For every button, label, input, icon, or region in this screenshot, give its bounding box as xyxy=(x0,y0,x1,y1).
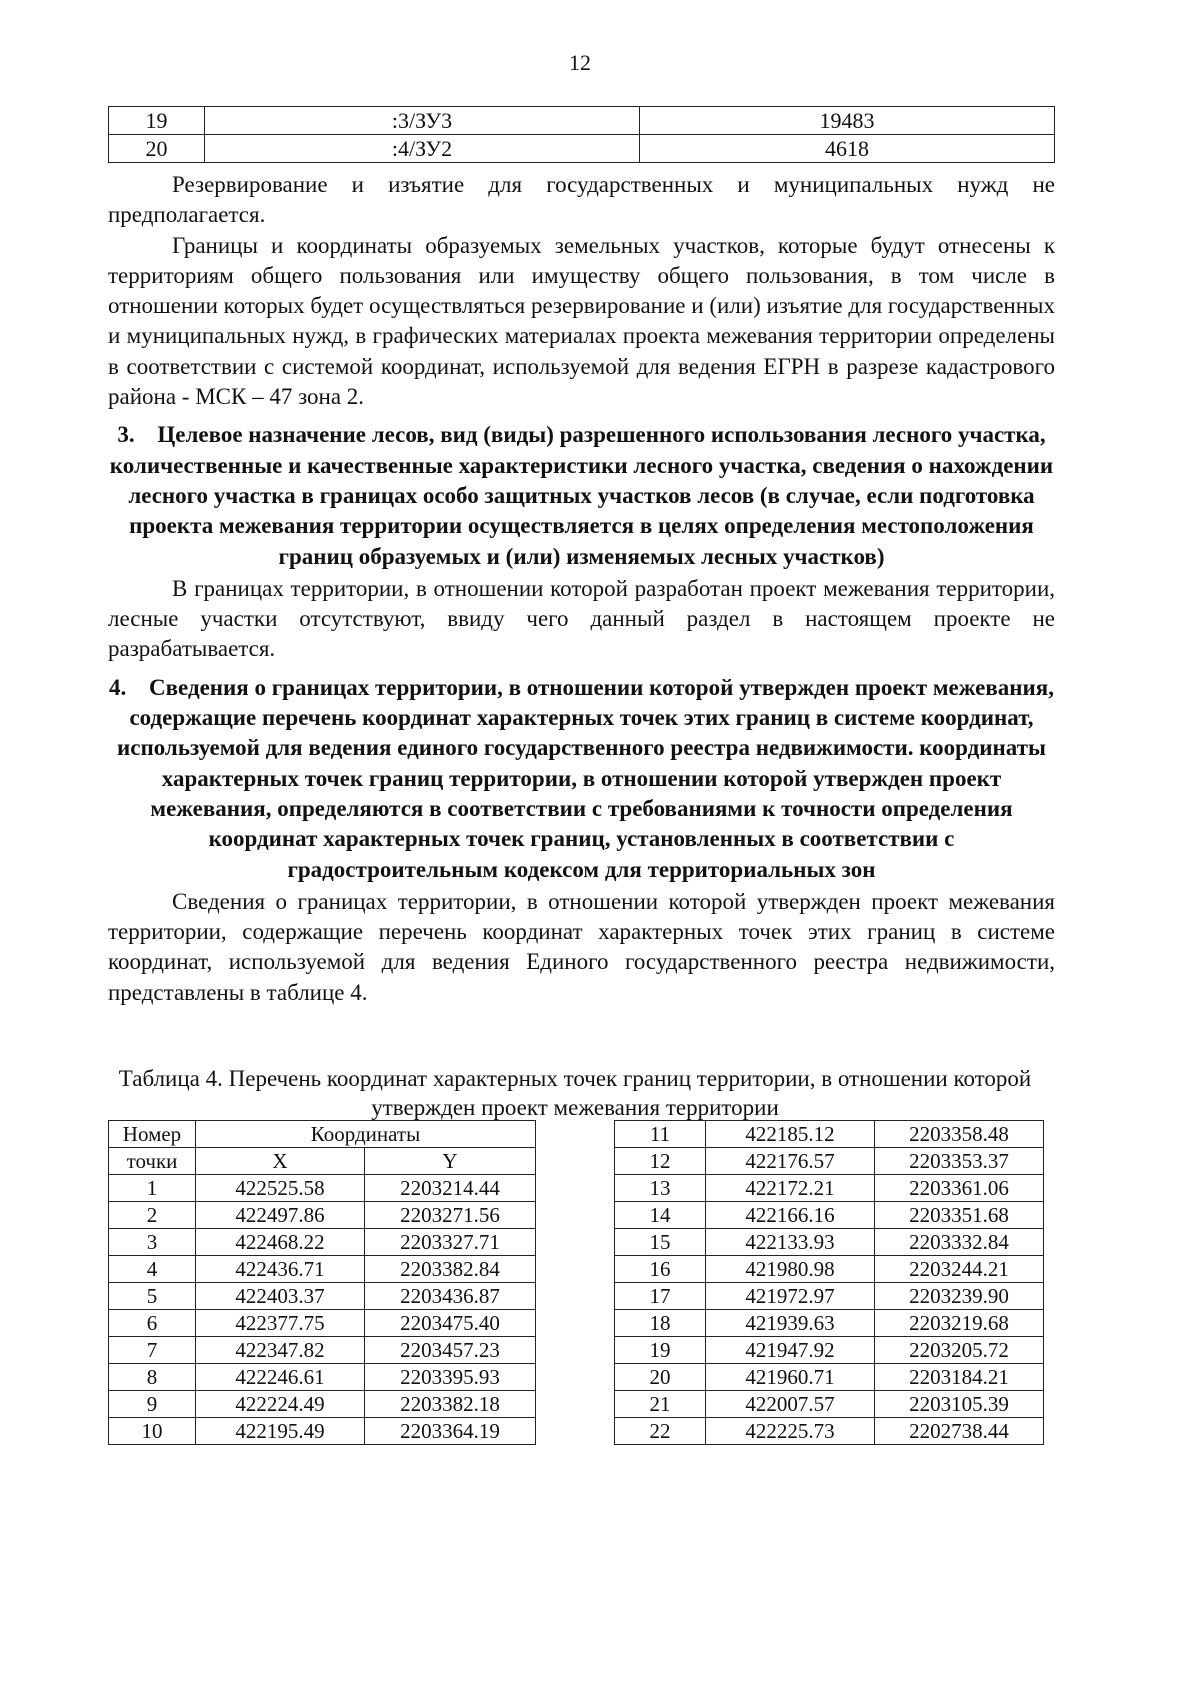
point-number: 20 xyxy=(615,1364,706,1391)
coord-x: 422246.61 xyxy=(196,1364,365,1391)
header-y: Y xyxy=(365,1148,536,1175)
table-row xyxy=(615,1283,1044,1310)
coord-y: 2203358.48 xyxy=(875,1121,1044,1148)
header-x: X xyxy=(196,1148,365,1175)
table-row xyxy=(109,1337,536,1364)
table-row xyxy=(615,1148,1044,1175)
row-number: 19 xyxy=(109,107,205,135)
point-number: 14 xyxy=(615,1202,706,1229)
table-row xyxy=(109,1364,536,1391)
paragraph-forests: В границах территории, в отношении которой разработан проект межевания территории, лесные участки отсутствуют, ввиду чего данный раздел в настоящем проекте не разрабатывается. xyxy=(108,575,1055,662)
coord-x: 421947.92 xyxy=(706,1337,875,1364)
table-row xyxy=(615,1256,1044,1283)
coord-x: 422525.58 xyxy=(196,1175,365,1202)
point-number: 7 xyxy=(109,1337,196,1364)
coord-x: 422133.93 xyxy=(706,1229,875,1256)
parcel-code: :3/ЗУ3 xyxy=(205,107,640,135)
parcel-area: 4618 xyxy=(640,135,1055,163)
coordinates-table-left xyxy=(108,1120,536,1445)
paragraph-reservation: Резервирование и изъятие для государственных и муниципальных нужд не предполагается. xyxy=(108,172,1055,228)
coord-y: 2203457.23 xyxy=(365,1337,536,1364)
point-number: 3 xyxy=(109,1229,196,1256)
coord-x: 422224.49 xyxy=(196,1391,365,1418)
parcel-area: 19483 xyxy=(640,107,1055,135)
page-number: 12 xyxy=(569,50,591,75)
coord-x: 422403.37 xyxy=(196,1283,365,1310)
coord-x: 422007.57 xyxy=(706,1391,875,1418)
table-row xyxy=(109,107,1055,135)
coord-y: 2203364.19 xyxy=(365,1418,536,1445)
coord-y: 2202738.44 xyxy=(875,1418,1044,1445)
section-number: 4. xyxy=(109,674,127,700)
section-3-heading xyxy=(108,420,1055,571)
coord-y: 2203239.90 xyxy=(875,1283,1044,1310)
table-row xyxy=(615,1391,1044,1418)
coord-x: 422225.73 xyxy=(706,1418,875,1445)
coord-y: 2203436.87 xyxy=(365,1283,536,1310)
point-number: 16 xyxy=(615,1256,706,1283)
table-row xyxy=(615,1337,1044,1364)
parcel-code: :4/ЗУ2 xyxy=(205,135,640,163)
coord-x: 422176.57 xyxy=(706,1148,875,1175)
table-row xyxy=(615,1175,1044,1202)
table-row xyxy=(109,1256,536,1283)
coord-y: 2203327.71 xyxy=(365,1229,536,1256)
paragraph-boundaries: Границы и координаты образуемых земельных участков, которые будут отнесены к территориям общего пользования или имуществу общего пользования, в том числе в отношении которых будет осуществляться резервирование и (или) изъятие для государственных и муниципальных нужд, в графических материалах проекта межевания территории определены в соответствии с системой координат, используемой для ведения ЕГРН в разрезе кадастрового района - МСК – 47 зона 2. xyxy=(108,232,1055,410)
coord-x: 422377.75 xyxy=(196,1310,365,1337)
coord-y: 2203205.72 xyxy=(875,1337,1044,1364)
coord-x: 422185.12 xyxy=(706,1121,875,1148)
coord-y: 2203332.84 xyxy=(875,1229,1044,1256)
header-coordinates: Координаты xyxy=(196,1121,536,1148)
point-number: 9 xyxy=(109,1391,196,1418)
point-number: 18 xyxy=(615,1310,706,1337)
coord-x: 422195.49 xyxy=(196,1418,365,1445)
coord-y: 2203214.44 xyxy=(365,1175,536,1202)
coord-x: 421939.63 xyxy=(706,1310,875,1337)
coord-x: 422166.16 xyxy=(706,1202,875,1229)
coord-x: 421980.98 xyxy=(706,1256,875,1283)
section-title: Сведения о границах территории, в отношении которой утвержден проект межевания, содержащие перечень координат характерных точек этих границ в системе координат, используемой для ведения единого государственного реестра недвижимости. координаты характерных точек границ территории, в отношении которой утвержден проект межевания, определяются в соответствии с требованиями к точности определения координат характерных точек границ, установленных в соответствии с градостроительным кодексом для территориальных зон xyxy=(117,674,1054,882)
point-number: 1 xyxy=(109,1175,196,1202)
table-row xyxy=(615,1121,1044,1148)
table-row xyxy=(109,1175,536,1202)
point-number: 12 xyxy=(615,1148,706,1175)
point-number: 11 xyxy=(615,1121,706,1148)
header-point-number: точки xyxy=(109,1148,196,1175)
coord-y: 2203395.93 xyxy=(365,1364,536,1391)
section-number: 3. xyxy=(117,422,135,448)
point-number: 2 xyxy=(109,1202,196,1229)
point-number: 13 xyxy=(615,1175,706,1202)
coord-x: 421972.97 xyxy=(706,1283,875,1310)
table-row xyxy=(615,1310,1044,1337)
point-number: 15 xyxy=(615,1229,706,1256)
point-number: 19 xyxy=(615,1337,706,1364)
point-number: 17 xyxy=(615,1283,706,1310)
table-row xyxy=(109,1418,536,1445)
point-number: 5 xyxy=(109,1283,196,1310)
header-point-number: Номер xyxy=(109,1121,196,1148)
table-row xyxy=(109,1202,536,1229)
point-number: 22 xyxy=(615,1418,706,1445)
document-body xyxy=(108,170,1055,1008)
coord-y: 2203271.56 xyxy=(365,1202,536,1229)
coordinates-table-right xyxy=(614,1120,1044,1445)
table-row xyxy=(109,1391,536,1418)
coord-x: 422172.21 xyxy=(706,1175,875,1202)
coord-x: 422347.82 xyxy=(196,1337,365,1364)
table-row xyxy=(615,1229,1044,1256)
coord-y: 2203475.40 xyxy=(365,1310,536,1337)
table-header-row xyxy=(109,1148,536,1175)
parcel-area-table xyxy=(108,106,1055,163)
coord-y: 2203219.68 xyxy=(875,1310,1044,1337)
coord-x: 421960.71 xyxy=(706,1364,875,1391)
table-row xyxy=(109,1283,536,1310)
coord-y: 2203351.68 xyxy=(875,1202,1044,1229)
coord-x: 422436.71 xyxy=(196,1256,365,1283)
table-caption: Таблица 4. Перечень координат характерных точек границ территории, в отношении которой утвержден проект межевания территории xyxy=(118,1066,1032,1120)
table-row xyxy=(109,135,1055,163)
section-4-heading xyxy=(108,673,1055,885)
coord-y: 2203353.37 xyxy=(875,1148,1044,1175)
point-number: 4 xyxy=(109,1256,196,1283)
row-number: 20 xyxy=(109,135,205,163)
table-row xyxy=(109,1310,536,1337)
point-number: 10 xyxy=(109,1418,196,1445)
paragraph-coordinates-intro: Сведения о границах территории, в отношении которой утвержден проект межевания территории, содержащие перечень координат характерных точек этих границ в системе координат, используемой для ведения Единого государственного реестра недвижимости, представлены в таблице 4. xyxy=(108,888,1055,1005)
coord-x: 422468.22 xyxy=(196,1229,365,1256)
table-row xyxy=(615,1418,1044,1445)
table-row xyxy=(615,1364,1044,1391)
coord-y: 2203382.18 xyxy=(365,1391,536,1418)
coord-x: 422497.86 xyxy=(196,1202,365,1229)
coord-y: 2203244.21 xyxy=(875,1256,1044,1283)
table-row xyxy=(615,1202,1044,1229)
point-number: 21 xyxy=(615,1391,706,1418)
coord-y: 2203105.39 xyxy=(875,1391,1044,1418)
point-number: 6 xyxy=(109,1310,196,1337)
coord-y: 2203361.06 xyxy=(875,1175,1044,1202)
coord-y: 2203184.21 xyxy=(875,1364,1044,1391)
coord-y: 2203382.84 xyxy=(365,1256,536,1283)
section-title: Целевое назначение лесов, вид (виды) разрешенного использования лесного участка, количественные и качественные характеристики лесного участка, сведения о нахождении лесного участка в границах особо защитных участков лесов (в случае, если подготовка проекта межевания территории осуществляется в целях определения местоположения границ образуемых и (или) изменяемых лесных участков) xyxy=(109,422,1054,569)
point-number: 8 xyxy=(109,1364,196,1391)
table-header-row xyxy=(109,1121,536,1148)
table-row xyxy=(109,1229,536,1256)
